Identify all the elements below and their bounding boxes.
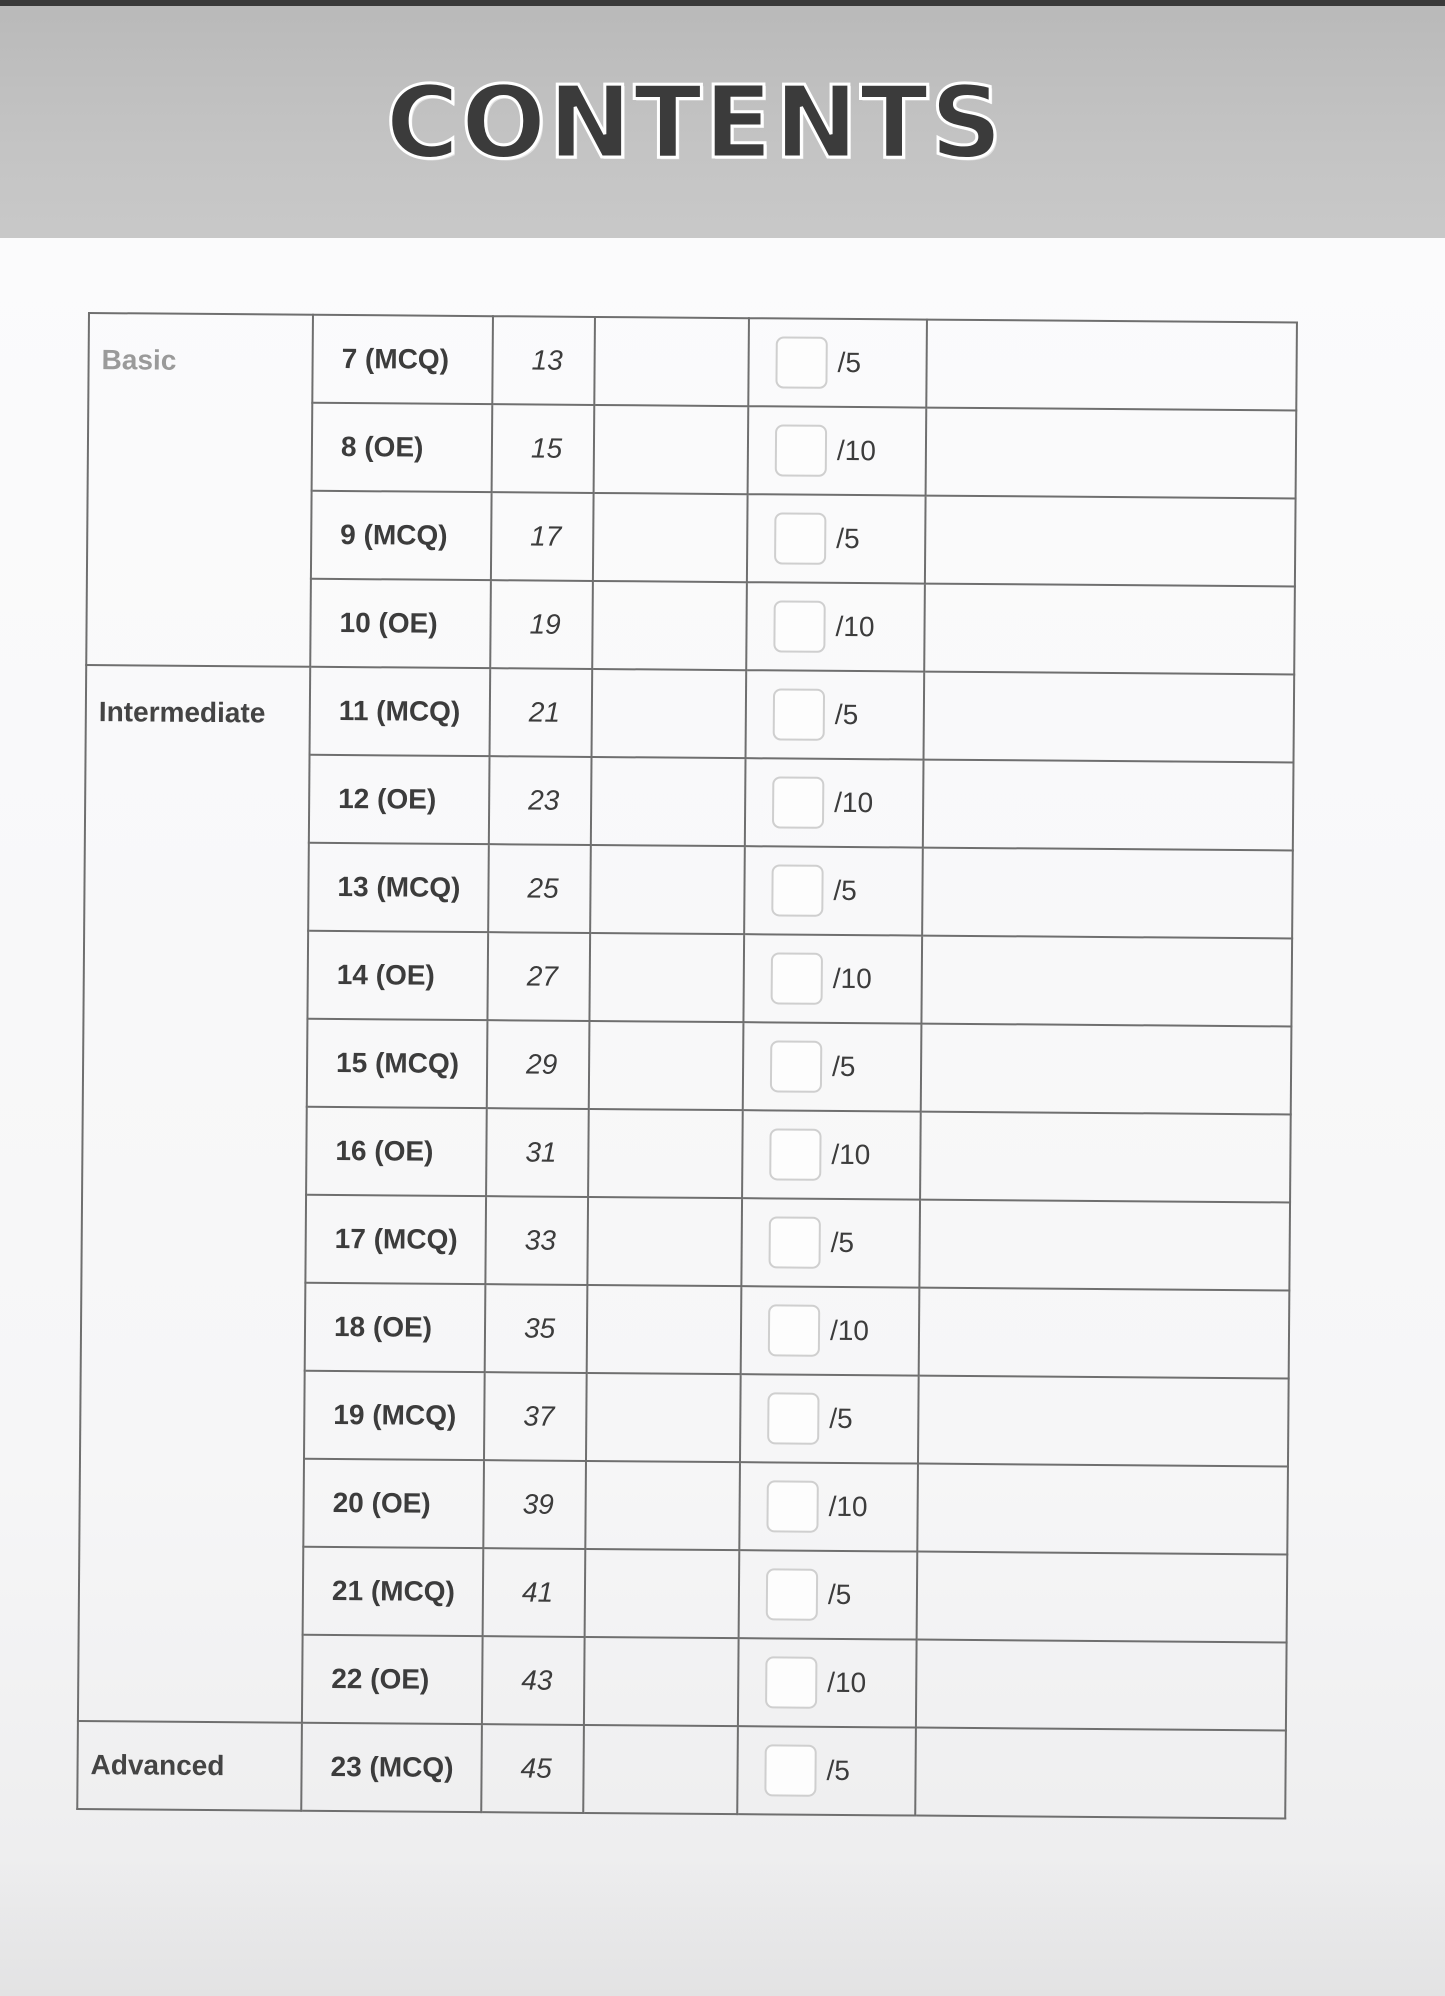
score-input-box[interactable] xyxy=(769,1128,821,1180)
notes-cell[interactable] xyxy=(918,1376,1289,1467)
score-total: /10 xyxy=(829,1314,870,1347)
notes-cell[interactable] xyxy=(921,1024,1292,1115)
page-number-cell: 19 xyxy=(490,580,593,669)
page-number-cell: 13 xyxy=(492,316,595,405)
question-cell: 18 (OE) xyxy=(305,1283,486,1372)
page-title: CONTENTS xyxy=(385,64,1005,181)
score-cell xyxy=(744,846,923,935)
score-cell xyxy=(741,1198,920,1287)
score-input-box[interactable] xyxy=(765,1656,817,1708)
blank-cell[interactable] xyxy=(588,1109,743,1198)
page-shadow xyxy=(0,1860,1445,1996)
score-input-box[interactable] xyxy=(775,424,827,476)
score-total: /10 xyxy=(836,434,876,467)
blank-cell[interactable] xyxy=(583,1725,738,1814)
notes-cell[interactable] xyxy=(917,1552,1288,1643)
blank-cell[interactable] xyxy=(594,405,749,494)
score-input-box[interactable] xyxy=(771,864,823,916)
page-number-cell: 27 xyxy=(487,932,590,1021)
notes-cell[interactable] xyxy=(926,408,1297,499)
score-cell xyxy=(748,318,927,407)
page-number-cell: 25 xyxy=(488,844,591,933)
question-cell: 7 (MCQ) xyxy=(312,315,493,404)
blank-cell[interactable] xyxy=(592,669,747,758)
blank-cell[interactable] xyxy=(589,933,744,1022)
notes-cell[interactable] xyxy=(916,1640,1287,1731)
notes-cell[interactable] xyxy=(920,1112,1291,1203)
blank-cell[interactable] xyxy=(584,1637,739,1726)
score-input-box[interactable] xyxy=(773,688,825,740)
score-input-box[interactable] xyxy=(772,776,824,828)
score-input-box[interactable] xyxy=(769,1216,821,1268)
question-cell: 20 (OE) xyxy=(303,1459,484,1548)
question-cell: 13 (MCQ) xyxy=(308,843,489,932)
notes-cell[interactable] xyxy=(919,1288,1290,1379)
page-number-cell: 23 xyxy=(489,756,592,845)
notes-cell[interactable] xyxy=(923,760,1294,851)
score-total: /10 xyxy=(828,1490,868,1523)
page-number-cell: 41 xyxy=(483,1548,586,1637)
notes-cell[interactable] xyxy=(924,584,1295,675)
page-number-cell: 33 xyxy=(485,1196,588,1285)
question-cell: 19 (MCQ) xyxy=(304,1371,485,1460)
question-cell: 17 (MCQ) xyxy=(305,1195,486,1284)
score-total: /5 xyxy=(831,1050,856,1083)
page-number-cell: 21 xyxy=(490,668,593,757)
notes-cell[interactable] xyxy=(924,672,1295,763)
blank-cell[interactable] xyxy=(587,1285,742,1374)
score-total: /5 xyxy=(836,522,860,555)
question-cell: 23 (MCQ) xyxy=(301,1723,482,1812)
score-total: /5 xyxy=(827,1578,852,1611)
score-total: /10 xyxy=(832,962,872,995)
contents-table xyxy=(76,312,1298,1819)
table-row xyxy=(86,665,1295,762)
score-cell xyxy=(742,1110,921,1199)
score-cell xyxy=(743,1022,922,1111)
notes-cell[interactable] xyxy=(919,1200,1290,1291)
blank-cell[interactable] xyxy=(586,1373,741,1462)
notes-cell[interactable] xyxy=(926,320,1297,411)
score-cell xyxy=(737,1726,916,1815)
score-input-box[interactable] xyxy=(766,1568,818,1620)
question-cell: 8 (OE) xyxy=(312,403,493,492)
blank-cell[interactable] xyxy=(592,581,747,670)
level-label: Advanced xyxy=(77,1721,302,1811)
blank-cell[interactable] xyxy=(593,493,748,582)
notes-cell[interactable] xyxy=(921,936,1292,1027)
score-total: /10 xyxy=(835,610,875,643)
notes-cell[interactable] xyxy=(922,848,1293,939)
score-input-box[interactable] xyxy=(766,1480,818,1532)
blank-cell[interactable] xyxy=(591,757,746,846)
score-cell xyxy=(739,1550,918,1639)
score-cell xyxy=(745,758,924,847)
score-input-box[interactable] xyxy=(773,600,825,652)
score-total: /5 xyxy=(834,698,859,731)
score-total: /5 xyxy=(829,1402,853,1435)
score-input-box[interactable] xyxy=(764,1744,816,1796)
score-cell xyxy=(743,934,922,1023)
page-number-cell: 45 xyxy=(481,1724,584,1813)
score-input-box[interactable] xyxy=(770,1040,822,1092)
page-number-cell: 29 xyxy=(487,1020,590,1109)
score-cell xyxy=(746,582,925,671)
page-number-cell: 31 xyxy=(486,1108,589,1197)
table-row xyxy=(77,1721,1286,1818)
score-total: /10 xyxy=(831,1138,871,1171)
table-row xyxy=(88,313,1297,410)
score-input-box[interactable] xyxy=(775,336,827,388)
page-number-cell: 43 xyxy=(482,1636,585,1725)
score-input-box[interactable] xyxy=(767,1392,819,1444)
score-total: /5 xyxy=(830,1226,855,1259)
question-cell: 16 (OE) xyxy=(306,1107,487,1196)
contents-table-body xyxy=(77,313,1297,1818)
question-cell: 14 (OE) xyxy=(307,931,488,1020)
page-number-cell: 15 xyxy=(492,404,595,493)
blank-cell[interactable] xyxy=(590,845,745,934)
score-cell xyxy=(741,1286,920,1375)
question-cell: 12 (OE) xyxy=(309,755,490,844)
score-cell xyxy=(748,406,927,495)
blank-cell[interactable] xyxy=(589,1021,744,1110)
notes-cell[interactable] xyxy=(925,496,1296,587)
level-label: Intermediate xyxy=(78,665,310,1723)
question-cell: 22 (OE) xyxy=(302,1635,483,1724)
score-input-box[interactable] xyxy=(774,512,826,564)
score-cell xyxy=(746,670,925,759)
page-number-cell: 37 xyxy=(484,1372,587,1461)
blank-cell[interactable] xyxy=(594,317,749,406)
question-cell: 11 (MCQ) xyxy=(310,667,491,756)
notes-cell[interactable] xyxy=(915,1728,1286,1819)
score-total: /5 xyxy=(833,874,857,907)
notes-cell[interactable] xyxy=(917,1464,1288,1555)
blank-cell[interactable] xyxy=(585,1549,740,1638)
page-edge xyxy=(0,0,1445,6)
level-label: Basic xyxy=(86,313,313,667)
question-cell: 21 (MCQ) xyxy=(303,1547,484,1636)
question-cell: 9 (MCQ) xyxy=(311,491,492,580)
question-cell: 15 (MCQ) xyxy=(307,1019,488,1108)
page-number-cell: 35 xyxy=(485,1284,588,1373)
page-number-cell: 17 xyxy=(491,492,594,581)
blank-cell[interactable] xyxy=(585,1461,740,1550)
score-total: /10 xyxy=(834,786,874,819)
score-cell xyxy=(739,1462,918,1551)
score-total: /5 xyxy=(826,1754,851,1787)
score-cell xyxy=(740,1374,919,1463)
score-cell xyxy=(747,494,926,583)
score-total: /10 xyxy=(827,1666,867,1699)
score-input-box[interactable] xyxy=(768,1304,820,1356)
blank-cell[interactable] xyxy=(587,1197,742,1286)
score-input-box[interactable] xyxy=(771,952,823,1004)
score-cell xyxy=(738,1638,917,1727)
score-total: /5 xyxy=(837,346,862,379)
question-cell: 10 (OE) xyxy=(310,579,491,668)
page-number-cell: 39 xyxy=(483,1460,586,1549)
